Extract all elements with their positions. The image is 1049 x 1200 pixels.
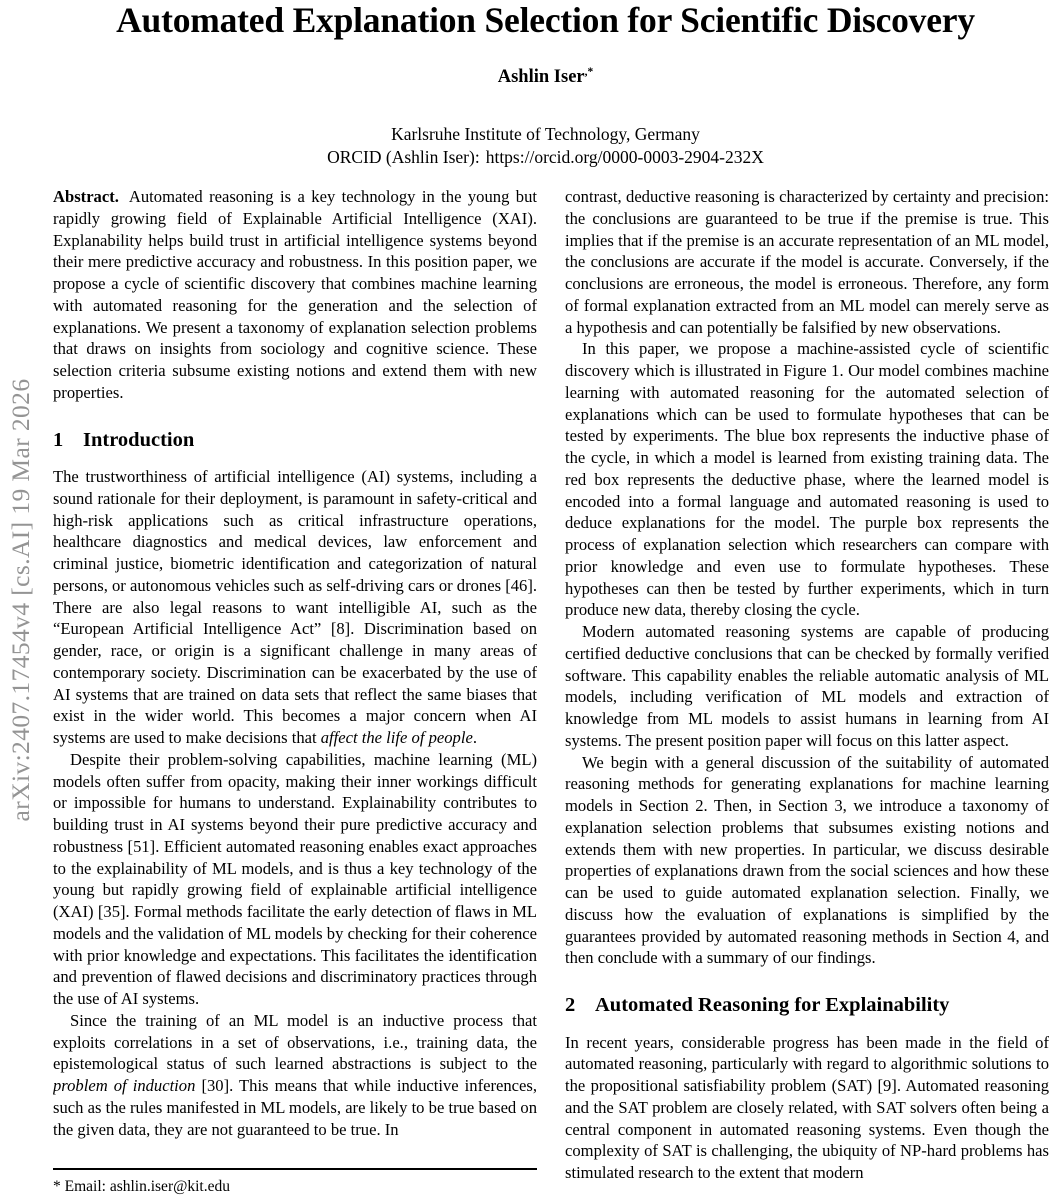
footnote-rule <box>53 1168 537 1170</box>
section-1-paragraphs <box>53 466 537 1140</box>
paragraph-text: The trustworthiness of artificial intelligence (AI) systems, including a sound rationale for their deployment, is paramount in safety-critical and high-risk applications such as critical infrastructure operations, healthcare diagnostics and medical devices, law enforcement and criminal justice, biometric identification and categorization of natural persons, or autonomous vehicles such as self-driving cars or drones [46]. There are also legal reasons to want intelligible AI, such as the “European Artificial Intelligence Act” [8]. Discrimination based on gender, race, or origin is a significant challenge in many areas of contemporary society. Discrimination can be exacerbated by the use of AI systems that are trained on data sets that reflect the same biases that exist in the wider world. This becomes a major concern when AI systems are used to make decisions that <box>53 467 537 748</box>
paragraph-text: In recent years, considerable progress has been made in the field of automated reasoning, particularly with regard to algorithmic solutions to the propositional satisfiability problem (SAT) [9]. Automated reasoning and the SAT problem are closely related, with SAT solvers often being a central component in automated reasoning systems. Even though the complexity of SAT is challenging, the ubiquity of NP-hard problems has stimulated research to the extent that modern <box>565 1032 1049 1183</box>
section-number: 2 <box>565 994 576 1016</box>
paragraph-text: Since the training of an ML model is an inductive process that exploits correlations in a set of observations, i.e., training data, the epistemological status of such learned abstractions is subject to the <box>53 1010 537 1074</box>
orcid-link[interactable]: https://orcid.org/0000-0003-2904-232X <box>485 147 764 168</box>
footnote-email: Email: ashlin.iser@kit.edu <box>64 1177 230 1195</box>
section-heading-introduction <box>53 429 537 452</box>
footnote-mark: * <box>53 1177 61 1195</box>
section-number: 1 <box>53 428 64 451</box>
body-paragraph <box>565 186 1049 338</box>
page-title: Automated Explanation Selection for Scientific Discovery <box>116 0 975 40</box>
arxiv-stamp-text: arXiv:2407.17454v4 [cs.AI] 19 Mar 2026 <box>6 378 35 822</box>
abstract-text: Automated reasoning is a key technology in the young but rapidly growing field of Explainable Artificial Intelligence (XAI). Explanability helps build trust in artificial intelligence systems beyond their mere predictive accuracy and robustness. In this position paper, we propose a cycle of scientific discovery that combines machine learning with automated reasoning for the generation and the selection of explanations. We present a taxonomy of explanation selection problems that draws on insights from sociology and cognitive science. These selection criteria subsume existing notions and extend them with new properties. <box>53 187 537 402</box>
paper-header <box>42 0 1049 170</box>
paragraph-text: In this paper, we propose a machine-assisted cycle of scientific discovery which is illustrated in Figure 1. Our model combines machine learning with automated reasoning for the automated selection of explanations which can be used to formulate hypotheses that can be tested by experiments. The blue box represents the inductive phase of the cycle, in which a model is learned from existing training data. The red box represents the deductive phase, where the learned model is encoded into a formal language and automated reasoning is used to deduce explanations for the model. The purple box represents the process of explanation selection which researchers can compare with prior knowledge and even use to formulate hypotheses. These hypotheses can then be tested by further experiments, which in turn produce new data, thereby closing the cycle. <box>565 339 1049 620</box>
orcid-line <box>42 146 1049 170</box>
footnote-text <box>53 1177 537 1196</box>
orcid-label: ORCID (Ashlin Iser): <box>327 147 480 168</box>
section-title: Automated Reasoning for Explainability <box>595 994 950 1016</box>
body-paragraph <box>53 466 537 749</box>
paragraph-text: contrast, deductive reasoning is characterized by certainty and precision: the conclusions are guaranteed to be true if the premise is true. This implies that if the premise is an accurate representation of an ML model, the conclusions are accurate if the model is accurate. Conversely, if the conclusions are erroneous, the model is erroneous. Therefore, any form of formal explanation extracted from an ML model can merely serve as a hypothesis and can potentially be falsified by new observations. <box>565 187 1049 337</box>
section-title: Introduction <box>83 428 195 451</box>
arxiv-stamp <box>0 0 42 1200</box>
author-name: Ashlin Iser <box>497 66 585 87</box>
paper-page <box>42 0 1049 1200</box>
intro-continued-paragraphs <box>565 186 1049 969</box>
author-line <box>42 66 1049 88</box>
emphasized-text: problem of induction <box>53 1076 196 1096</box>
paragraph-text: Modern automated reasoning systems are capable of producing certified deductive conclusions that can be checked by formally verified software. This capability enables the reliable automatic analysis of ML models, including verification of ML models and extraction of knowledge from ML models to assist humans in learning from AI systems. The present position paper will focus on this latter aspect. <box>565 622 1049 750</box>
author-footnote-mark: ,* <box>584 65 594 78</box>
affiliation: Karlsruhe Institute of Technology, Germany <box>391 123 700 144</box>
section-heading-automated-reasoning <box>565 994 1049 1017</box>
abstract-paragraph <box>53 186 537 404</box>
column-right <box>565 186 1049 1200</box>
paragraph-text: Despite their problem-solving capabilities, machine learning (ML) models often suffer from opacity, making their inner workings difficult or impossible for humans to understand. Explainability contributes to building trust in AI systems beyond their pure predictive accuracy and robustness [51]. Efficient automated reasoning enables exact approaches to the explainability of ML models, and is thus a key technology of the young but rapidly growing field of explainable artificial intelligence (XAI) [35]. Formal methods facilitate the early detection of flaws in ML models and the validation of ML models by checking for their coherence with prior knowledge and expectations. This facilitates the identification and prevention of flawed decisions and discriminatory practices through the use of AI systems. <box>53 749 537 1009</box>
section-2-paragraphs <box>565 1032 1049 1184</box>
body-paragraph <box>565 1032 1049 1184</box>
emphasized-text: affect the life of people <box>320 728 473 748</box>
body-paragraph <box>565 338 1049 621</box>
paragraph-text: . <box>472 728 477 748</box>
paragraph-text: [30]. This means that while inductive inferences, such as the rules manifested in ML models, are likely to be true based on the given data, they are not guaranteed to be true. In <box>53 1076 537 1139</box>
paragraph-text: We begin with a general discussion of the suitability of automated reasoning methods for generating explanations for machine learning models in Section 2. Then, in Section 3, we introduce a taxonomy of explanation selection problems that subsumes existing notions and extends them with new properties. In particular, we discuss desirable properties of explanations drawn from the social sciences and how these can be used to guide automated explanation selection. Finally, we discuss how the evaluation of explanations is simplified by the guarantees provided by automated reasoning methods in Section 4, and then conclude with a summary of our findings. <box>565 752 1049 968</box>
body-paragraph <box>53 1010 537 1141</box>
body-paragraph <box>565 621 1049 752</box>
body-paragraph <box>565 752 1049 970</box>
footnote-block <box>53 1168 537 1196</box>
body-paragraph <box>53 749 537 1010</box>
two-column-body <box>42 186 1049 1200</box>
column-left <box>53 186 537 1200</box>
abstract-label: Abstract. <box>53 187 119 206</box>
